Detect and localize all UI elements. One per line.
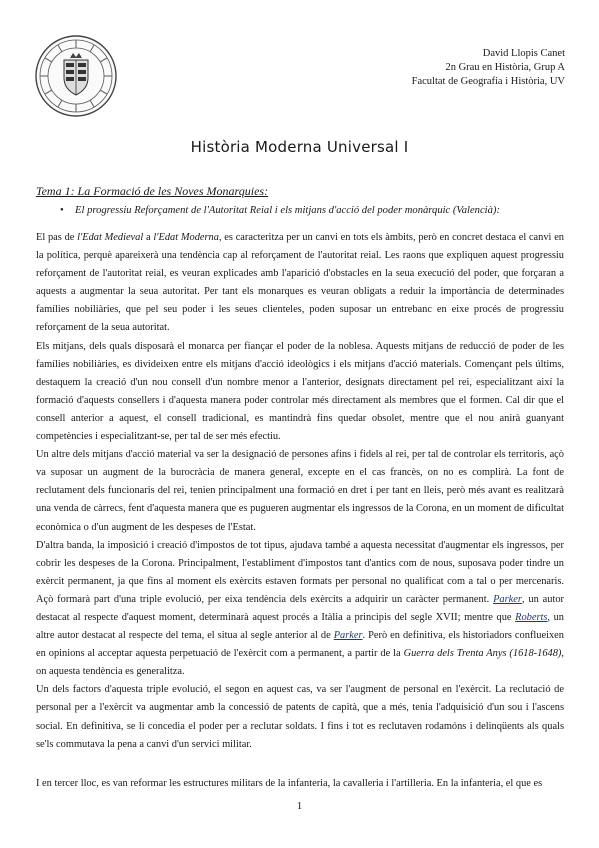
p1-text-a: El pas de	[36, 232, 78, 243]
bullet-dot-icon: •	[60, 205, 64, 216]
p4-text-a: D'altra banda, la imposició i creació d'impostos de tot tipus, ajudava també a aquesta necessitat d'augmentar els ingressos, per cobrir les despeses de la Corona. Principalment, l'establiment d'impostos tant d'antics com de nous, suposava poder tindre un exèrcit permanent, ja que fins al moment els exèrcits estaven formats per personal no qualificat com a tal o per mercenaris. Açò formarà part d'una triple evolució, per eixa tendència dels exèrcits a adquirir un caràcter permanent.	[36, 539, 564, 605]
university-seal-logo	[34, 34, 118, 118]
body-text	[36, 229, 564, 793]
author-course: 2n Grau en Història, Grup A	[445, 62, 565, 73]
paragraph-6: I en tercer lloc, es van reformar les estructures militars de la infanteria, la cavalleria i l'artilleria. En la infanteria, el que es	[36, 777, 543, 789]
p4-text-c: , un altre autor destacat al respecte del tema, el situa al segle anterior al de	[36, 611, 564, 642]
page-title: Història Moderna Universal I	[190, 138, 409, 156]
paragraph-2: Els mitjans, dels quals disposarà el monarca per fiançar el poder de la noblesa. Aquests mitjans de reducció de poder de les famílies nobiliàries, es divideixen entre els mitjans d'acció ideològics i els mitjans d'acció materials. Començant pels últims, destaquem la creació d'un nou consell d'un nombre menor a l'anterior, designats directament pel rei, especialitzant així la formació d'aquests consellers i d'aquesta manera poder controlar més directament als membres que el formen. Cal dir que el consell anterior a aquest, el consell tradicional, es mantindrà fins quedar obsolet, mentre que el nou anirà guanyant competències i especialitzant-se, per tal de ser més efectiu.	[36, 340, 564, 443]
reference-link-parker-2[interactable]: Parker	[333, 630, 363, 642]
reference-link-roberts[interactable]: Roberts	[515, 611, 548, 623]
paragraph-5: Un dels factors d'aquesta triple evolució, el segon en aquest cas, va ser l'augment de personal en l'exèrcit. La reclutació de personal per a l'exèrcit va augmentar amb la concessió de patents de capità, que a més, tenia l'adquisició d'un sou i l'ascens social. En definitiva, se li concedia el poder per a reclutar soldats. I fins i tot es reclutaven rodamóns i delinqüents als quals se'ls commutava la pena a canvi d'un servici militar.	[36, 684, 564, 750]
p1-emphasis-edat-medieval: l'Edat Medieval	[77, 232, 144, 243]
topic-heading: Tema 1: La Formació de les Noves Monarquies:	[36, 184, 269, 198]
author-name: David Llopis Canet	[482, 48, 565, 59]
paragraph-4	[36, 537, 564, 682]
author-faculty: Facultat de Geografia i Història, UV	[411, 76, 565, 87]
p1-emphasis-edat-moderna: l'Edat Moderna	[153, 232, 219, 243]
p4-text-d: . Però en definitiva, els historiadors conflueixen en opinions al acceptar aquesta perpetuació de l'exèrcit com a permanent, a partir de la	[36, 630, 564, 660]
p4-emphasis-war: Guerra dels Trenta Anys (1618-1648)	[403, 648, 562, 660]
page-number: 1	[296, 800, 303, 812]
p4-text-b: , un autor destacat al respecte d'aquest moment, determinarà aquest procés a Itàlia a principis del segle XVII; mentre que	[36, 593, 564, 623]
p1-text-c: a	[143, 232, 154, 243]
bullet-text: El progressiu Reforçament de l'Autoritat Reial i els mitjans d'acció del poder monàrquic (Valencià):	[75, 205, 500, 216]
paragraph-3: Un altre dels mitjans d'acció material va ser la designació de persones afins i fidels al rei, per tal de controlar els territoris, açò va suposar un augment de la burocràcia de manera general, excepte en el cas francès, on no es complirà. La font de reclutament dels funcionaris del rei, tenien principalment una formació en dret i per tant en lleis, però més avant es realitzarà una venda de càrrecs, fent d'aquesta manera que es pugueren augmentar els ingressos de la Corona, en un moment de dificultat econòmica o d'un augment de les despeses de l'Estat.	[36, 449, 564, 533]
p4-text-e: , on aquesta tendència es generalitza.	[36, 648, 564, 678]
reference-link-parker[interactable]: Parker	[493, 593, 522, 605]
author-block	[412, 47, 565, 89]
p1-text-e: , es caracteritza per un canvi en tots els àmbits, però en concret destaca el canvi en la política, perquè apareixerà una tendència cap al reforçament de l'autoritat reial. Les raons que expliquen aquest progressiu reforçament de l'autoritat reial, es veuran explicades amb l'aparició d'obstacles en la seua execució del poder, que forçaran a aquests a augmentar la seua autoritat. Per tant els monarques es veuran obligats a reduir la importància de determinades famílies nobiliàries, que pel seu poder i les seues clienteles, poden suposar un entrebanc en eixe procés de progressiu reforçament de la seua autoritat.	[36, 232, 564, 334]
paragraph-1	[36, 229, 564, 338]
